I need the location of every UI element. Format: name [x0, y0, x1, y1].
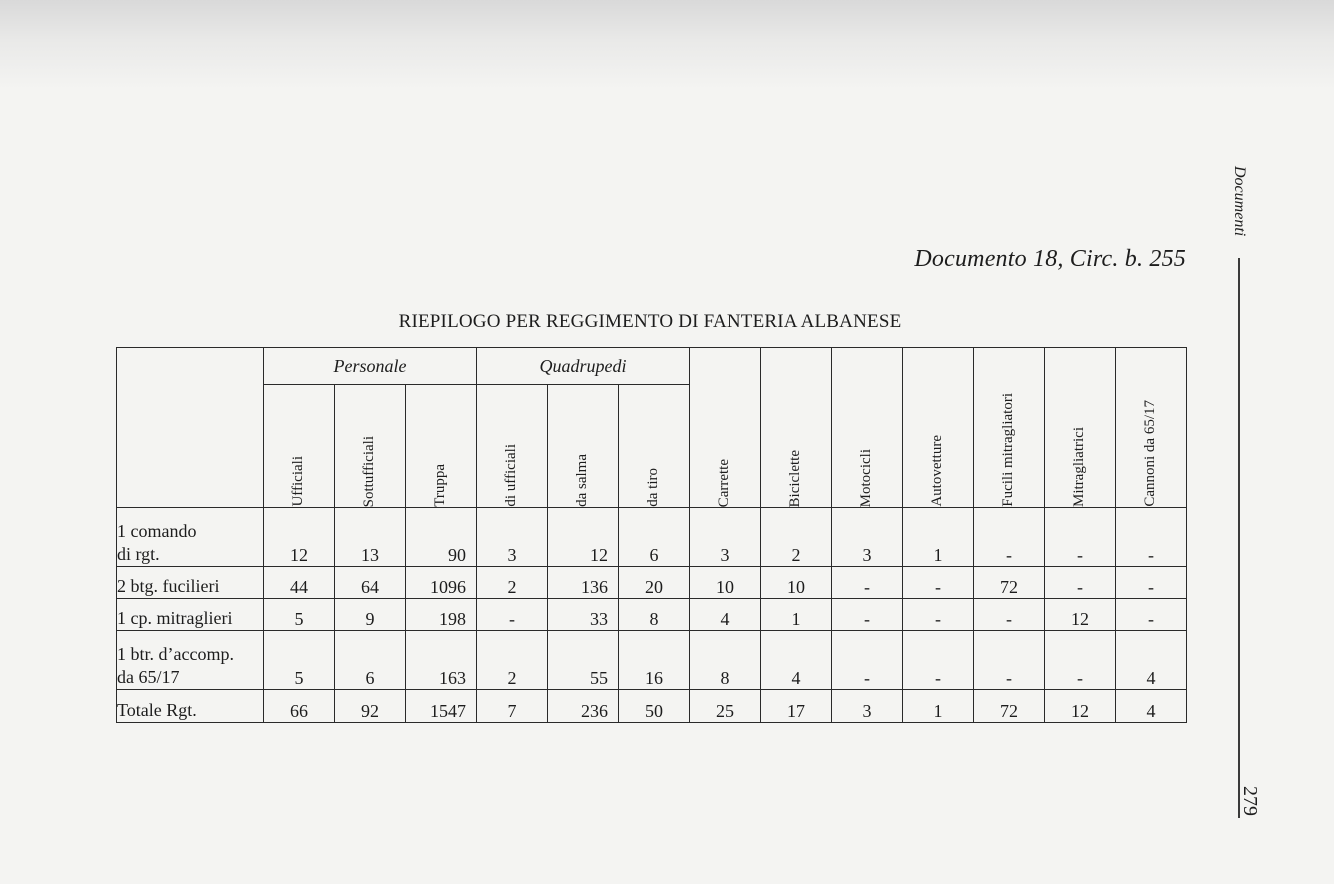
table-cell: 3: [832, 690, 903, 723]
row-label-line: da 65/17: [117, 667, 180, 687]
column-header-label: Fucili mitragliatori: [1000, 393, 1017, 507]
table-cell: 4: [690, 599, 761, 631]
table-cell: 3: [832, 508, 903, 567]
page-number: 279: [1239, 786, 1261, 816]
table-cell: 10: [761, 567, 832, 599]
column-header: [761, 348, 832, 508]
row-label: [117, 631, 264, 690]
row-label: [117, 567, 264, 599]
margin-rule: [1238, 258, 1240, 818]
table-cell: 55: [548, 631, 619, 690]
table-cell: 66: [264, 690, 335, 723]
column-header: [264, 385, 335, 508]
column-header: [335, 385, 406, 508]
table-cell: -: [903, 567, 974, 599]
table-cell: 5: [264, 599, 335, 631]
table-cell: -: [974, 631, 1045, 690]
table-cell: 198: [406, 599, 477, 631]
recap-table: [116, 347, 1187, 723]
table-cell: 72: [974, 567, 1045, 599]
table-cell: 2: [761, 508, 832, 567]
table-cell: 3: [477, 508, 548, 567]
table-cell: 50: [619, 690, 690, 723]
table-cell: 44: [264, 567, 335, 599]
column-header-label: Carrette: [716, 458, 733, 507]
document-reference: Documento 18, Circ. b. 255: [914, 246, 1186, 272]
column-header-label: Autovetture: [929, 435, 946, 507]
table-cell: 4: [761, 631, 832, 690]
column-header: [903, 348, 974, 508]
column-header-label: Truppa: [432, 464, 448, 507]
table-cell: 17: [761, 690, 832, 723]
table-cell: -: [1045, 631, 1116, 690]
table-cell: 2: [477, 567, 548, 599]
column-header: [619, 385, 690, 508]
scan-shadow: [0, 0, 1334, 90]
table-cell: 10: [690, 567, 761, 599]
table-cell: 8: [619, 599, 690, 631]
column-header: [832, 348, 903, 508]
table-cell: 1: [903, 508, 974, 567]
table-row: [117, 599, 1187, 631]
table-cell: -: [974, 599, 1045, 631]
column-header-label: Biciclette: [787, 449, 804, 507]
table-cell: 6: [335, 631, 406, 690]
table-cell: 136: [548, 567, 619, 599]
table-row: [117, 508, 1187, 567]
group-header-personale: Personale: [264, 348, 477, 385]
column-header: [477, 385, 548, 508]
table-row: [117, 631, 1187, 690]
table-cell: 12: [548, 508, 619, 567]
table-cell: 1: [761, 599, 832, 631]
column-header: [974, 348, 1045, 508]
table-cell: -: [903, 631, 974, 690]
column-header-label: da salma: [574, 454, 591, 507]
table-cell: 4: [1116, 690, 1187, 723]
table-cell: -: [1116, 567, 1187, 599]
column-header: [1045, 348, 1116, 508]
row-label-line: Totale Rgt.: [117, 700, 197, 720]
table-cell: 6: [619, 508, 690, 567]
table-cell: -: [1116, 599, 1187, 631]
table-cell: 1: [903, 690, 974, 723]
table-cell: -: [832, 599, 903, 631]
table-cell: 90: [406, 508, 477, 567]
table-cell: 1547: [406, 690, 477, 723]
table-cell: 12: [264, 508, 335, 567]
table-cell: 12: [1045, 599, 1116, 631]
table-cell: 236: [548, 690, 619, 723]
table-cell: -: [1045, 508, 1116, 567]
table-cell: 4: [1116, 631, 1187, 690]
column-header-label: da tiro: [645, 468, 662, 507]
table-cell: 7: [477, 690, 548, 723]
table-cell: 5: [264, 631, 335, 690]
column-header: [1116, 348, 1187, 508]
column-header: [406, 385, 477, 508]
corner-cell: [117, 348, 264, 508]
table-cell: 16: [619, 631, 690, 690]
column-header: [690, 348, 761, 508]
column-header-label: Cannoni da 65/17: [1142, 400, 1159, 507]
row-label-line: di rgt.: [117, 544, 160, 564]
table-cell: 72: [974, 690, 1045, 723]
table-cell: 9: [335, 599, 406, 631]
column-header: [548, 385, 619, 508]
table-cell: 25: [690, 690, 761, 723]
table-cell: -: [832, 631, 903, 690]
row-label-line: 1 comando: [117, 521, 197, 541]
table-cell: -: [1116, 508, 1187, 567]
column-header-label: Sottufficiali: [361, 435, 377, 507]
table-row: [117, 567, 1187, 599]
table-cell: 20: [619, 567, 690, 599]
table-body: [117, 508, 1187, 723]
table-cell: -: [477, 599, 548, 631]
row-label: [117, 508, 264, 567]
running-head: Documenti: [1231, 166, 1248, 237]
table-cell: -: [974, 508, 1045, 567]
column-header-label: Motocicli: [858, 448, 875, 507]
column-header-label: di ufficiali: [503, 444, 520, 507]
table-row: [117, 690, 1187, 723]
row-label-line: 1 btr. d’accomp.: [117, 644, 234, 664]
table-cell: -: [1045, 567, 1116, 599]
row-label-line: 2 btg. fucilieri: [117, 576, 220, 596]
column-header-label: Ufficiali: [290, 456, 306, 507]
table-title: RIEPILOGO PER REGGIMENTO DI FANTERIA ALBANESE: [398, 311, 902, 332]
row-label: [117, 690, 264, 723]
table-cell: 2: [477, 631, 548, 690]
table-cell: -: [832, 567, 903, 599]
table-cell: 13: [335, 508, 406, 567]
table-cell: 1096: [406, 567, 477, 599]
table-cell: 8: [690, 631, 761, 690]
table-cell: 92: [335, 690, 406, 723]
table-cell: 163: [406, 631, 477, 690]
column-header-label: Mitragliatrici: [1071, 427, 1088, 507]
table-cell: 33: [548, 599, 619, 631]
table-cell: 12: [1045, 690, 1116, 723]
table-cell: 64: [335, 567, 406, 599]
row-label: [117, 599, 264, 631]
group-header-quadrupedi: Quadrupedi: [477, 348, 690, 385]
table-cell: -: [903, 599, 974, 631]
table-cell: 3: [690, 508, 761, 567]
row-label-line: 1 cp. mitraglieri: [117, 608, 233, 628]
